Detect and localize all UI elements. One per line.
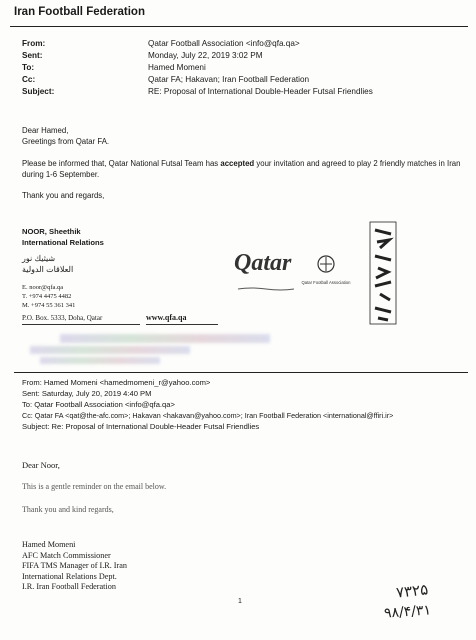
qatar-logo-sub xyxy=(236,278,296,282)
email2-from: From: Hamed Momeni <hamedmomeni_r@yahoo.com> xyxy=(22,378,211,387)
sig-mobile: M. +974 55 361 341 xyxy=(22,302,76,309)
separator-rule xyxy=(14,372,468,373)
qatar-logo: Qatar xyxy=(234,250,292,276)
sig2-line: Hamed Momeni xyxy=(22,540,76,549)
redacted-line xyxy=(60,334,270,343)
handwritten-date: ۹۸/۴/۳۱ xyxy=(383,602,432,622)
sig-dept: International Relations xyxy=(22,238,104,247)
sig-rule-2 xyxy=(146,324,218,325)
closing: Thank you and regards, xyxy=(22,191,105,200)
greeting-line: Greetings from Qatar FA. xyxy=(22,137,110,146)
sig-email: E. noor@qfa.qa xyxy=(22,284,64,291)
document-header: Iran Football Federation xyxy=(14,6,145,18)
sig2-line: AFC Match Commissioner xyxy=(22,550,111,560)
email2-sent: Sent: Saturday, July 20, 2019 4:40 PM xyxy=(22,389,152,398)
sig-name: NOOR, Sheethik xyxy=(22,227,81,236)
sig2-line: FIFA TMS Manager of I.R. Iran xyxy=(22,561,127,571)
email2-subject: Subject: Re: Proposal of International Double-Header Futsal Friendlies xyxy=(22,422,260,431)
sig2-line: I.R. Iran Football Federation xyxy=(22,582,116,592)
redacted-line xyxy=(30,346,190,354)
sig-arabic-name: شيثيك نور xyxy=(22,254,56,263)
handwritten-number: ۷۳۲۵ xyxy=(395,580,430,602)
federation-logo-text: Qatar Football Association xyxy=(301,280,351,285)
email2-thanks: Thank you and kind regards, xyxy=(22,505,114,514)
email2-to: To: Qatar Football Association <info@qfa.qa> xyxy=(22,400,175,409)
sig-website: www.qfa.qa xyxy=(146,313,187,322)
email2-greeting: Dear Noor, xyxy=(22,460,60,470)
email2-cc: Cc: Qatar FA <qat@the-afc.com>; Hakavan <hakavan@yahoo.com>; Iran Football Federation <international@ffiri.ir> xyxy=(22,411,394,420)
signature2-block xyxy=(22,540,127,593)
sig2-line: International Relations Dept. xyxy=(22,571,117,581)
sig-rule xyxy=(22,324,140,325)
redacted-line xyxy=(40,357,160,364)
sig-tel: T. +974 4475 4482 xyxy=(22,293,72,300)
sig-arabic-dept: العلاقات الدولية xyxy=(22,265,74,274)
email2-reminder: This is a gentle reminder on the email below. xyxy=(22,482,167,491)
greeting: Dear Hamed, xyxy=(22,126,69,135)
sig-po-box: P.O. Box. 5333, Doha, Qatar xyxy=(22,314,103,322)
federation-emblem-icon xyxy=(312,252,340,280)
calligraphy-emblem-icon xyxy=(368,220,398,326)
accepted-word: accepted xyxy=(220,159,255,168)
page-number: 1 xyxy=(238,598,242,605)
email-body: Please be informed that, Qatar National Futsal Team has accepted your invitation and agreed to play 2 friendly matches in Iran during 1-6 September. xyxy=(22,159,461,179)
header-rule xyxy=(10,26,468,27)
